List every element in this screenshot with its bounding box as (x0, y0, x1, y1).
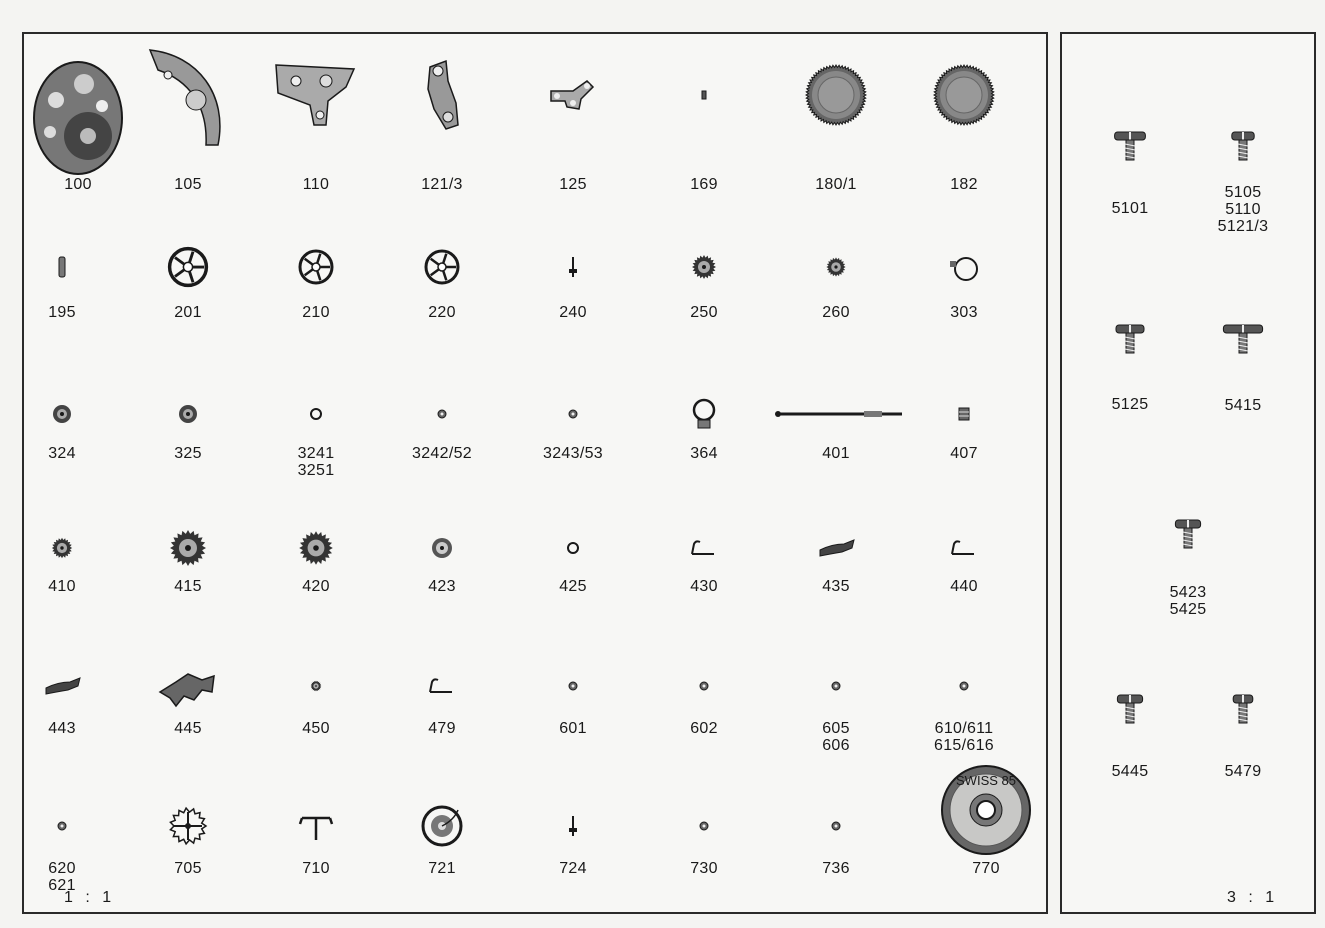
rotor-bridge-icon (150, 50, 220, 145)
part-number: 105 (174, 176, 202, 193)
spoked-wheel-icon (170, 249, 207, 286)
part-number: 260 (822, 304, 850, 321)
part-number: 240 (559, 304, 587, 321)
screw-icon (1116, 325, 1144, 353)
dot-icon (832, 682, 840, 690)
part-number: 445 (174, 720, 202, 737)
screw-icon (1117, 695, 1142, 723)
pallet-cock-icon (551, 81, 593, 109)
part-number: 724 (559, 860, 587, 877)
lever-icon (820, 540, 854, 556)
balance-icon (423, 807, 461, 845)
main-parts-panel (22, 32, 1048, 914)
part-number: 325 (174, 445, 202, 462)
dot-icon (960, 682, 968, 690)
part-number: 100 (64, 176, 92, 193)
part-number: 736 (822, 860, 850, 877)
gear-icon (299, 531, 333, 565)
part-number: 770 (972, 860, 1000, 877)
dot-icon (700, 822, 708, 830)
balance-cock-icon (428, 61, 458, 129)
part-number: 303 (950, 304, 978, 321)
part-number: 423 (428, 578, 456, 595)
part-number: 710 (302, 860, 330, 877)
train-bridge-icon (276, 65, 354, 125)
part-number: 605 606 (822, 720, 850, 754)
part-number: 401 (822, 445, 850, 462)
weight-engraving: SWISS 85 (956, 773, 1016, 788)
crown-wheel-icon (959, 408, 969, 420)
spoked-wheel-icon (426, 251, 458, 283)
part-number: 5125 (1111, 396, 1149, 413)
part-number: 601 (559, 720, 587, 737)
gear-icon (311, 681, 322, 692)
gear-icon (52, 538, 72, 558)
part-number: 195 (48, 304, 76, 321)
part-number: 730 (690, 860, 718, 877)
barrel-icon (806, 65, 866, 125)
part-number: 3242/52 (412, 445, 472, 462)
bush-icon (432, 538, 452, 558)
pallet-fork-icon (300, 818, 332, 840)
part-number: 415 (174, 578, 202, 595)
dot-icon (438, 410, 446, 418)
gear-icon (170, 530, 206, 566)
dot-icon (700, 682, 708, 690)
part-number: 450 (302, 720, 330, 737)
part-number: 721 (428, 860, 456, 877)
part-number: 250 (690, 304, 718, 321)
screws-panel (1060, 32, 1316, 914)
dot-icon (569, 410, 577, 418)
part-number: 5105 5110 5121/3 (1217, 184, 1269, 235)
spring-icon (692, 541, 714, 554)
ring-icon (568, 543, 578, 553)
part-number: 3241 3251 (297, 445, 335, 479)
part-number: 410 (48, 578, 76, 595)
pinion-icon (569, 257, 577, 277)
part-number: 169 (690, 176, 718, 193)
part-number: 180/1 (815, 176, 857, 193)
part-number: 420 (302, 578, 330, 595)
scale-label-screws: 3 : 1 (1227, 889, 1279, 906)
yoke-icon (160, 674, 214, 706)
part-number: 324 (48, 445, 76, 462)
part-number: 110 (302, 176, 330, 193)
arbor-icon (59, 257, 65, 277)
lever-icon (46, 678, 80, 694)
pin-icon (702, 91, 706, 99)
part-number: 5101 (1111, 200, 1149, 217)
part-number: 220 (428, 304, 456, 321)
screw-icon (1232, 132, 1254, 160)
movement-icon (34, 62, 122, 174)
part-number: 201 (174, 304, 202, 321)
part-number: 5479 (1224, 763, 1262, 780)
part-number: 210 (302, 304, 330, 321)
part-number: 5445 (1111, 763, 1149, 780)
spring-icon (952, 541, 974, 554)
part-number: 364 (690, 445, 718, 462)
screw-icon (1175, 520, 1200, 548)
barrel-icon (934, 65, 994, 125)
jewel-icon (179, 405, 197, 423)
part-number: 602 (690, 720, 718, 737)
spring-icon (430, 679, 452, 692)
gear-icon (826, 257, 845, 276)
dot-icon (832, 822, 840, 830)
scale-label-main: 1 : 1 (64, 889, 116, 906)
part-number: 3243/53 (543, 445, 603, 462)
stem-icon (775, 411, 902, 417)
part-number: 705 (174, 860, 202, 877)
part-number: 430 (690, 578, 718, 595)
part-number: 5423 5425 (1169, 584, 1207, 618)
screw-icon (1233, 695, 1253, 723)
part-number: 440 (950, 578, 978, 595)
escape-wheel-icon (170, 808, 206, 844)
ring-icon (311, 409, 321, 419)
stud-ring-icon (950, 258, 977, 280)
part-number: 407 (950, 445, 978, 462)
part-number: 125 (559, 176, 587, 193)
part-number: 620 621 (48, 860, 76, 894)
spoked-wheel-icon (300, 251, 332, 283)
jewel-icon (53, 405, 71, 423)
part-number: 443 (48, 720, 76, 737)
pinion-icon (569, 816, 577, 836)
screw-icon (1223, 325, 1262, 353)
part-number: 435 (822, 578, 850, 595)
screw-icon (1115, 132, 1146, 160)
part-number: 121/3 (421, 176, 463, 193)
part-number: 182 (950, 176, 978, 193)
part-number: 479 (428, 720, 456, 737)
gear-icon (692, 255, 716, 279)
clip-ring-icon (694, 400, 714, 428)
dot-icon (569, 682, 577, 690)
dot-icon (58, 822, 66, 830)
part-number: 425 (559, 578, 587, 595)
part-number: 610/611 615/616 (934, 720, 994, 754)
part-number: 5415 (1224, 397, 1262, 414)
